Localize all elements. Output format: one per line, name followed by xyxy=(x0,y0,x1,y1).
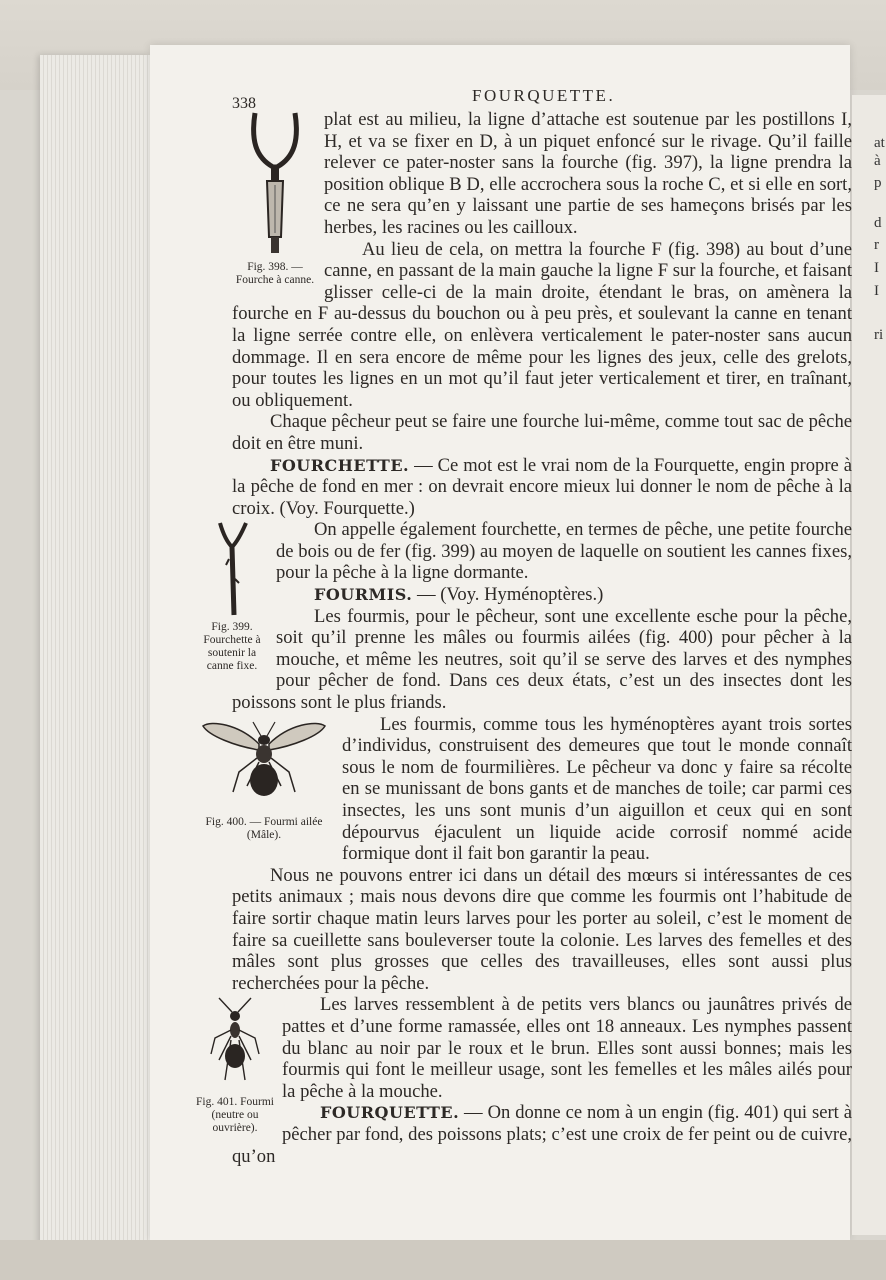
entry-fourmis xyxy=(232,584,852,606)
page-header xyxy=(232,85,852,112)
figure-398 xyxy=(232,109,318,287)
entry-text: — Ce mot est le vrai nom de la Fourquette, engin propre à la pêche de fond en mer : on devrait encore mieux lui donner le nom de pêche à la croix. (Voy. Fourquette.) xyxy=(232,454,852,519)
figure-caption: Fig. 400. — Fourmi ailée (Mâle). xyxy=(205,815,323,841)
paragraph: Au lieu de cela, on mettra la fourche F (fig. 398) au bout d’une canne, en passant de la main gauche la ligne F sur la fourche, et faisant glisser celle-ci de la main droite, étendant le bras, on amènera la fourche en F au-dessus du bouchon ou à peu près, et soulevant la canne en tenant la ligne serrée contre elle, on enlèvera verticalement le pater-noster sans aucun dommage. Il en sera encore de même pour les lignes des jeux, celle des grelots, pour toutes les lignes en un mot qu’il faut jeter verticalement et tirer, en traînant, ou obliquement. xyxy=(232,238,852,411)
entry-fourchette xyxy=(232,455,852,520)
facing-fragment: at xyxy=(874,135,885,151)
entry-text: — (Voy. Hyménoptères.) xyxy=(412,584,604,606)
paragraph: Les fourmis, pour le pêcheur, sont une excellente esche pour la pêche, soit qu’il prenne les mâles ou fourmis ailées (fig. 400) pour pêcher à la mouche, et même les neutres, soit qu’il se serve des larves et des nymphes pour pêcher de fond. Dans ces deux états, c’est un des insectes dont les poissons sont le plus friands. xyxy=(232,605,852,714)
paragraph-fourmis-description xyxy=(205,713,852,865)
forked-stick-icon xyxy=(212,519,252,619)
facing-page-edge xyxy=(852,95,886,1235)
winged-ant-icon xyxy=(199,714,329,814)
paragraph: Chaque pêcheur peut se faire une fourche lui-même, comme tout sac de pêche doit en être muni. xyxy=(232,411,852,454)
facing-fragment: d xyxy=(874,215,882,231)
headword-fourquette: FOURQUETTE. xyxy=(320,1103,460,1123)
paragraph-text: plat est au milieu, la ligne d’attache est soutenue par les postillons I, H, et va se fixer en D, à un piquet enfoncé sur le rivage. Qu’il faille relever ce pater-noster sans la fourche (fig. 397), la ligne prendra la position oblique B D, elle accrochera sous la roche C, et si elle en sort, ce ne sera qu’en y laissant une partie de ses hameçons brisés par les herbes, les racines ou les cailloux. xyxy=(324,109,852,238)
worker-ant-icon xyxy=(205,994,265,1094)
entry-text: — On donne ce nom à un engin (fig. 401) qui sert à pêcher par fond, des poissons plats; c’est une croix de fer peint ou de cuivre, qu’on xyxy=(232,1102,852,1167)
figure-caption: Fig. 399. Fourchette à soutenir la canne fixe. xyxy=(203,621,261,673)
figure-399 xyxy=(194,519,270,673)
figure-401 xyxy=(194,994,276,1135)
entry-fourquette xyxy=(232,1102,852,1167)
paragraph-text: Les fourmis, comme tous les hyménoptères ayant trois sortes d’individus, construisent des demeures que tout le monde connaît sous le nom de fourmilières. Le pêcheur va donc y faire sa récolte en se munissant de bons gants et de manches de toile; car parmi ces insectes, les uns sont munis d’un aiguillon et ceux qui en sont dépourvus éjaculent un liquide acide corrosif nommé acide formique dont il fait bon garantir la peau. xyxy=(342,713,852,865)
running-title: FOURQUETTE. xyxy=(472,86,616,105)
facing-fragment: p xyxy=(874,175,882,191)
paragraph-text: Nous ne pouvons entrer ici dans un détail des mœurs si intéressantes de ces petits animaux ; mais nous devons dire que comme les fourmis ont l’habitude de faire sortir chaque matin leurs larves pour les porter au soleil, c’est le moment de faire sa cueillette sans bouleverser toute la colonie. Les larves des femelles et des mâles sont plus grosses que celles des travailleuses, elles sont aussi plus recherchées pour la pêche. xyxy=(232,864,852,994)
facing-fragment: à xyxy=(874,153,881,169)
facing-fragment: r xyxy=(874,237,879,253)
background-bottom xyxy=(0,1240,886,1280)
page-text xyxy=(196,85,852,1167)
facing-fragment: ri xyxy=(874,327,884,343)
fork-icon xyxy=(245,109,305,259)
figure-400 xyxy=(194,714,334,842)
page-stack-edge xyxy=(40,55,150,1245)
paragraph-text: On appelle également fourchette, en termes de pêche, une petite fourche de bois ou de fer (fig. 399) au moyen de laquelle on soutient les cannes fixes, pour la pêche à la ligne dormante. xyxy=(276,519,852,584)
page-number: 338 xyxy=(232,95,256,112)
paragraph-moeurs xyxy=(232,865,852,995)
figure-caption: Fig. 401. Fourmi (neutre ou ouvrière). xyxy=(196,1096,274,1135)
facing-fragment: I xyxy=(874,260,879,276)
headword-fourmis: FOURMIS. xyxy=(314,585,413,605)
paragraph-continuation xyxy=(232,109,852,286)
headword-fourchette: FOURCHETTE. xyxy=(270,455,410,475)
facing-fragment: I xyxy=(874,283,879,299)
paragraph-text: Les larves ressemblent à de petits vers blancs ou jaunâtres privés de pattes et d’une forme ramassée, elles ont 18 anneaux. Les nymphes passent du blanc au noir par le roux et le brun. Elles sont aussi bonnes; mais les fourmis qui font le meilleur usage, sont les femelles et les mâles ailés pour la pêche à la mouche. xyxy=(282,994,852,1102)
figure-caption: Fig. 398. — Fourche à canne. xyxy=(235,261,315,286)
